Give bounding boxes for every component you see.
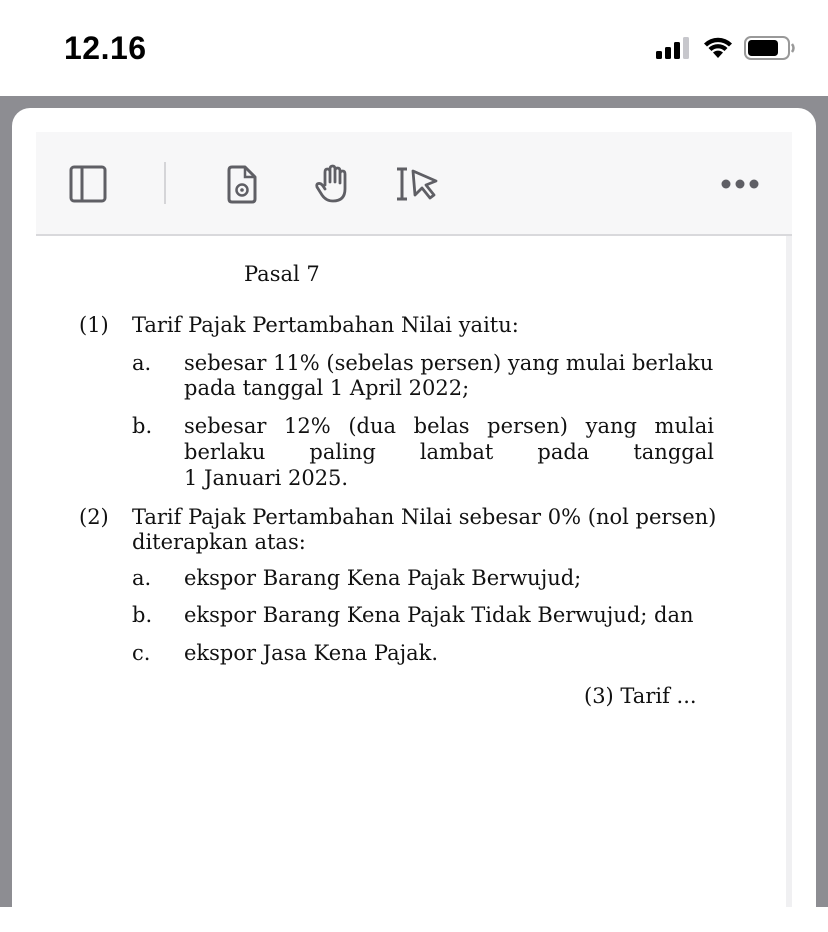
subitem-letter: a. [132,566,152,590]
status-bar [0,0,828,96]
page-edge [786,236,792,907]
document-settings-icon [225,164,259,204]
word: tanggal [633,440,714,464]
item-number: (1) [79,313,109,337]
document-page [36,236,786,907]
subitem-line: ekspor Jasa Kena Pajak. [184,641,439,665]
text-select-icon [396,165,440,203]
toggle-sidebar-button[interactable] [66,162,110,206]
page-continuation: (3) Tarif ... [584,684,697,708]
item-text: diterapkan atas: [132,530,306,554]
subitem-line: pada tanggal 1 April 2022; [184,376,470,400]
hand-tool-icon [312,163,352,205]
word: 12% [284,414,331,438]
subitem-line: ekspor Barang Kena Pajak Tidak Berwujud; dan [184,603,694,627]
item-number: (2) [79,505,109,529]
word: berlaku [184,440,266,464]
subitem-line [184,414,714,438]
word: pada [537,440,590,464]
article-heading: Pasal 7 [244,262,320,286]
subitem-line: sebesar 11% (sebelas persen) yang mulai berlaku [184,351,714,375]
item-text: Tarif Pajak Pertambahan Nilai yaitu: [132,313,519,337]
text-select-tool-button[interactable] [396,162,440,206]
item-text: Tarif Pajak Pertambahan Nilai sebesar 0% (nol persen) [132,505,717,529]
wifi-icon [702,36,734,60]
word: mulai [654,414,714,438]
subitem-letter: a. [132,351,152,375]
viewer-toolbar [36,132,792,236]
sidebar-icon [69,165,107,203]
word: sebesar [184,414,267,438]
word: yang [585,414,637,438]
more-icon [720,178,760,190]
word: belas [413,414,470,438]
cellular-signal-icon [656,37,692,59]
word: paling [309,440,376,464]
more-options-button[interactable] [718,162,762,206]
subitem-letter: c. [132,641,151,665]
subitem-line: 1 Januari 2025. [184,466,349,490]
subitem-line: ekspor Barang Kena Pajak Berwujud; [184,566,582,590]
word: lambat [419,440,494,464]
status-time: 12.16 [64,30,147,66]
toolbar-divider [164,162,166,204]
word: persen) [487,414,568,438]
word: (dua [348,414,397,438]
status-icons [656,36,796,60]
hand-tool-button[interactable] [310,162,354,206]
subitem-line [184,440,714,464]
subitem-letter: b. [132,603,153,627]
subitem-letter: b. [132,414,153,438]
document-settings-button[interactable] [220,162,264,206]
battery-icon [744,36,796,60]
